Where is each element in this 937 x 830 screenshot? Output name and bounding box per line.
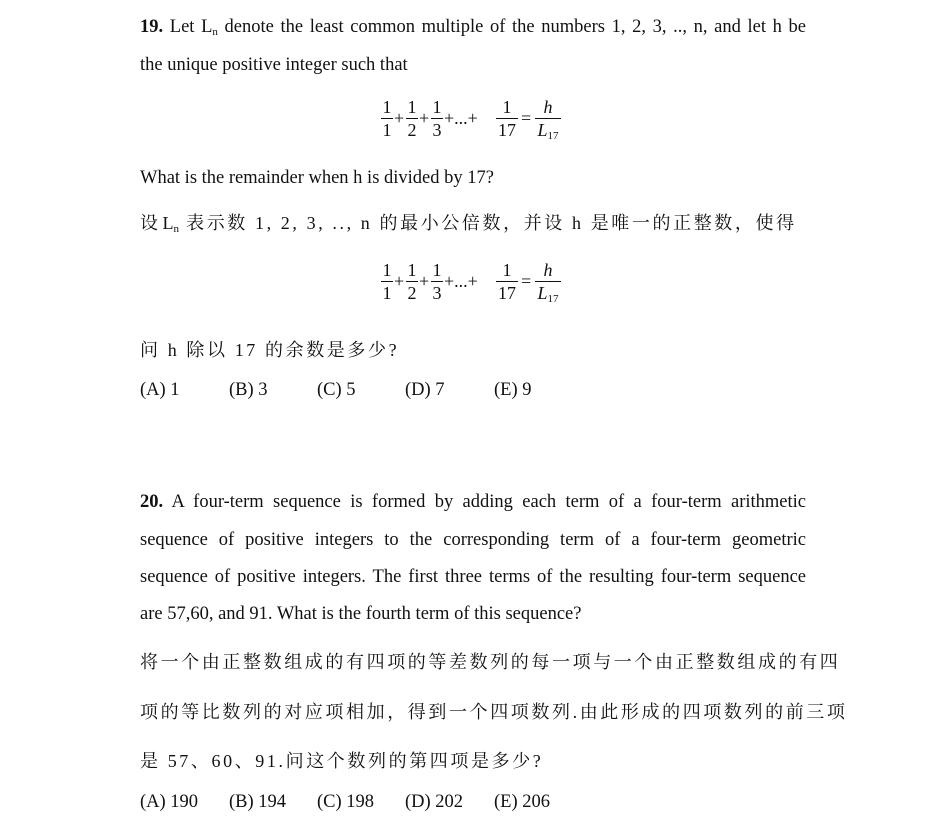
p20-cn-line-2: 项的等比数列的对应项相加，得到一个四项数列.由此形成的四项数列的前三项 [140, 702, 848, 722]
frac-1: 1 1 [382, 97, 392, 140]
p20-line-3: sequence of positive integers. The first three terms of the resulting four-term sequence [140, 567, 806, 587]
frac-3: 1 3 [432, 260, 442, 303]
frac-4: 1 17 [498, 97, 516, 140]
ellipsis-op: +...+ [444, 108, 478, 128]
p19-choice-d: (D) 7 [405, 380, 445, 400]
equals-op: = [521, 108, 532, 128]
frac-4: 1 17 [498, 260, 516, 303]
p19-cn-prefix: 设 L [140, 213, 174, 233]
p19-text-start: Let L [169, 17, 213, 37]
p20-line-2: sequence of positive integers to the corresponding term of a four-term geometric [140, 530, 806, 550]
p20-choice-c: (C) 198 [317, 792, 375, 812]
equals-op: = [521, 271, 532, 291]
p20-choice-e: (E) 206 [494, 792, 550, 812]
frac-3: 1 3 [432, 97, 442, 140]
p20-cn-line-3: 是 57、60、91.问这个数列的第四项是多少? [140, 751, 544, 771]
p19-question-cn: 问 h 除以 17 的余数是多少? [140, 340, 400, 360]
frac-rhs: h $L_{17}$ [535, 260, 561, 309]
p19-line-2: the unique positive integer such that [140, 55, 408, 75]
p19-L-sub: n [212, 26, 218, 38]
p19-cn-tail: 表示数 1, 2, 3, .., n 的最小公倍数，并设 h 是唯一的正整数，使得 [179, 213, 797, 233]
frac-1: 1 1 [382, 260, 392, 303]
p20-choice-d: (D) 202 [405, 792, 464, 812]
p20-cn-line-1: 将一个由正整数组成的有四项的等差数列的每一项与一个由正整数组成的有四 [140, 652, 841, 672]
p19-text-tail: denote the least common multiple of the numbers 1, 2, 3, .., n, and let h be [217, 17, 807, 37]
p19-choice-a: (A) 1 [140, 380, 180, 400]
p20-line-1 [140, 492, 806, 513]
p20-line-4: are 57,60, and 91. What is the fourth term of this sequence? [140, 604, 582, 624]
p19-line-1 [140, 17, 806, 38]
p19-question-en: What is the remainder when h is divided by 17? [140, 168, 494, 188]
p19-question-cn-line [140, 209, 797, 235]
frac-2: 1 2 [407, 260, 417, 303]
p20-line-1-text: A four-term sequence is formed by adding each term of a four-term arithmetic [163, 492, 806, 512]
plus-op: + [394, 108, 405, 128]
p20-number: 20. [140, 492, 164, 512]
plus-op: + [394, 271, 405, 291]
p20-choice-b: (B) 194 [229, 792, 287, 812]
p20-choice-a: (A) 190 [140, 792, 199, 812]
plus-op: + [419, 271, 430, 291]
p19-choice-c: (C) 5 [317, 380, 356, 400]
frac-2: 1 2 [407, 97, 417, 140]
plus-op: + [419, 108, 430, 128]
ellipsis-op: +...+ [444, 271, 478, 291]
p19-choice-b: (B) 3 [229, 380, 268, 400]
p19-choice-e: (E) 9 [494, 380, 532, 400]
frac-rhs: h $L_{17}$ [535, 97, 561, 146]
p19-cn-sub: n [173, 223, 179, 235]
p19-number: 19. [140, 17, 164, 37]
